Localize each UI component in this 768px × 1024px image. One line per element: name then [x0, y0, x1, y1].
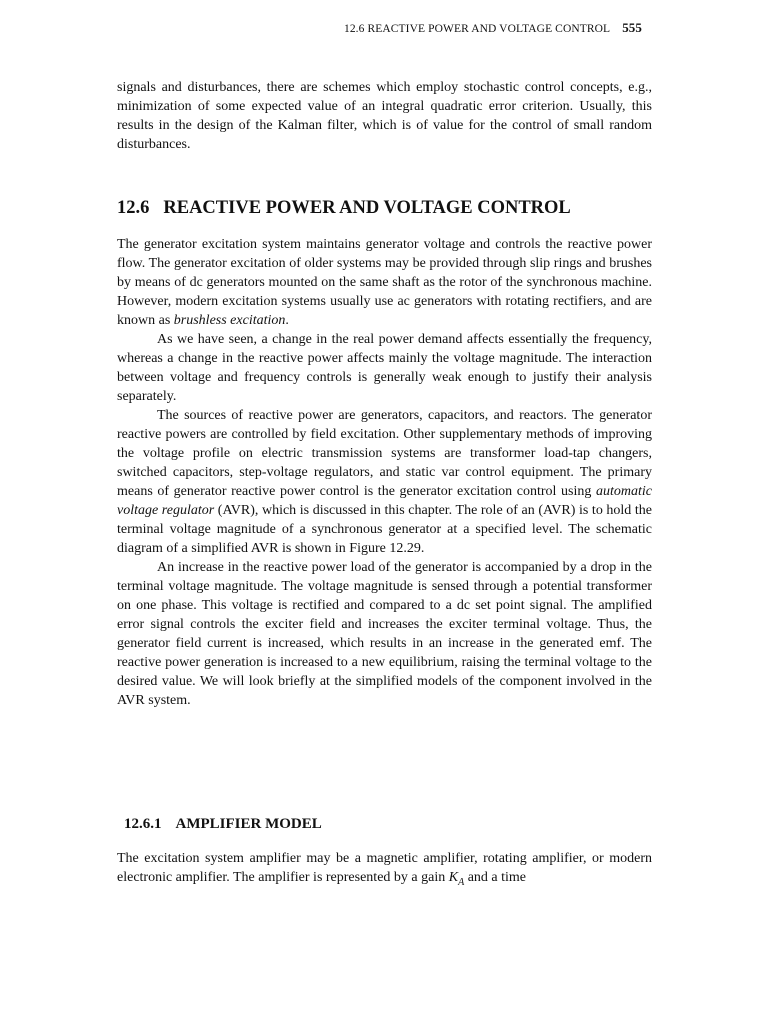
intro-paragraph: signals and disturbances, there are schemes which employ stochastic control concepts, e.g., minimization of some expected value of an integral quadratic error criterion. Usually, this results in the design of the Kalman filter, which is of value for the control of small random disturbances. [117, 80, 652, 152]
section-heading [117, 198, 571, 219]
gain-symbol: K [448, 870, 459, 885]
paragraph-interaction: As we have seen, a change in the real power demand affects essentially the frequency, whereas a change in the reactive power affects mainly the voltage magnitude. The interaction between voltage and frequency controls is generally weak enough to justify their analysis separately. [117, 332, 652, 404]
paragraph-amplifier [117, 849, 652, 892]
gain-subscript: A [458, 876, 465, 888]
paragraph-load-increase: An increase in the reactive power load of the generator is accompanied by a drop in the terminal voltage magnitude. The voltage magnitude is sensed through a potential transformer on one phase. This voltage is rectified and compared to a dc set point signal. The amplified error signal controls the exciter field and increases the exciter terminal voltage. Thus, the generator field current is increased, which results in an increase in the generated emf. The reactive power generation is increased to a new equilibrium, raising the terminal voltage to the desired value. We will look briefly at the simplified models of the component involved in the AVR system. [117, 560, 652, 708]
paragraph-excitation-end: . [285, 313, 289, 328]
paragraph-reactive-sources [117, 406, 652, 558]
paragraph-excitation [117, 235, 652, 330]
section-body [117, 235, 652, 710]
intro-text-block [117, 78, 652, 154]
brushless-excitation-term: brushless excitation [173, 313, 286, 328]
paragraph-amplifier-end: and a time [464, 870, 526, 885]
subsection-body [117, 849, 652, 892]
paragraph-reactive-sources-end: (AVR), which is discussed in this chapter. The role of an (AVR) is to hold the terminal voltage magnitude of a synchronous generator at a specified level. The schematic diagram of a simplified AVR is shown in Figure 12.29. [117, 503, 653, 556]
section-number: 12.6 [117, 198, 150, 218]
avr-term: automatic voltage regulator [117, 484, 652, 518]
subsection-heading [124, 816, 322, 833]
paragraph-amplifier-text: The excitation system amplifier may be a magnetic amplifier, rotating amplifier, or modern electronic amplifier. The amplifier is represented by a gain [117, 851, 652, 885]
paragraph-excitation-text: The generator excitation system maintains generator voltage and controls the reactive power flow. The generator excitation of older systems may be provided through slip rings and brushes by means of dc generators mounted on the same shaft as the rotor of the synchronous machine. However, modern excitation systems usually use ac generators with rotating rectifiers, and are known as [117, 237, 652, 328]
section-title: REACTIVE POWER AND VOLTAGE CONTROL [163, 198, 571, 218]
subsection-title: AMPLIFIER MODEL [175, 816, 322, 832]
running-header-title: 12.6 REACTIVE POWER AND VOLTAGE CONTROL [343, 23, 611, 35]
running-header [344, 20, 642, 36]
paragraph-reactive-sources-text: The sources of reactive power are generators, capacitors, and reactors. The generator reactive powers are controlled by field excitation. Other supplementary methods of improving the voltage profile on electric transmission systems are transformer load-tap changers, switched capacitors, step-voltage regulators, and static var control equipment. The primary means of generator reactive power control is the generator excitation control using [117, 408, 652, 499]
page-number: 555 [622, 20, 642, 35]
subsection-number: 12.6.1 [124, 816, 162, 832]
